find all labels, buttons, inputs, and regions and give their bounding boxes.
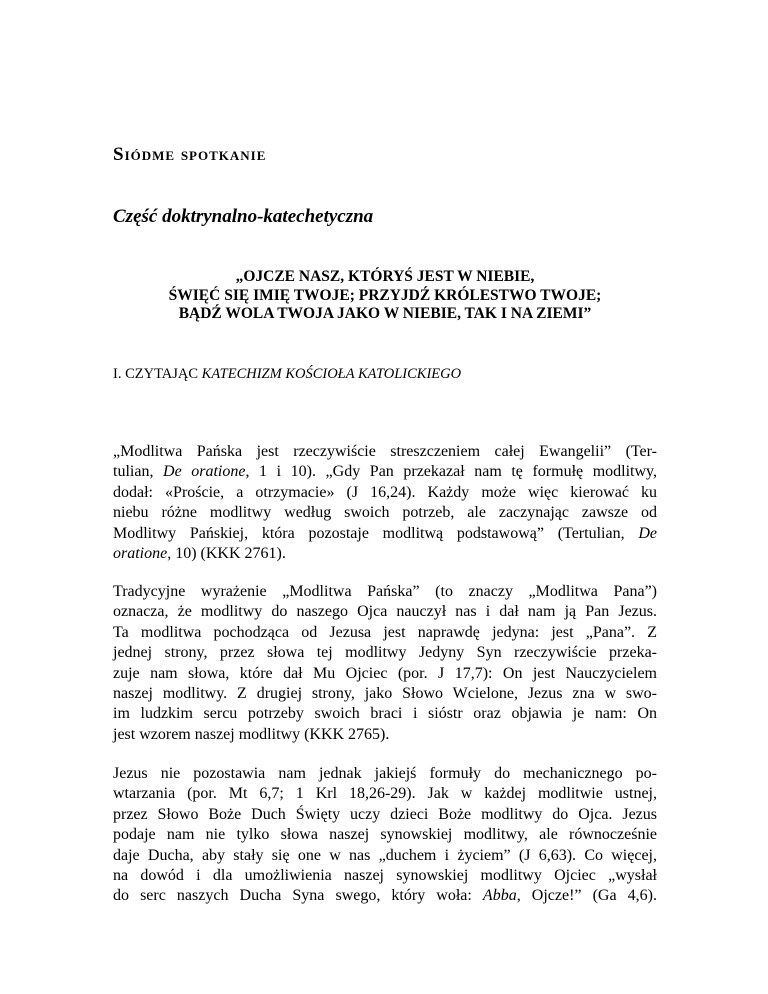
paragraph-line: tulian, De oratione, 1 i 10). „Gdy Pan przekazał nam tę formułę modlitwy, [113,463,657,481]
paragraph-line: niebu różne modlitwy według swoich potrzeb, ale zaczynając zawsze od [113,504,657,522]
paragraph-line: jednej strony, przez słowa tej modlitwy Jedyny Syn rzeczywiście przeka- [113,644,657,662]
paragraph-line: dodał: «Proście, a otrzymacie» (J 16,24). Każdy może więc kierować ku [113,483,657,501]
paragraph-line: „Modlitwa Pańska jest rzeczywiście streszczeniem całej Ewangelii” (Ter- [113,443,657,460]
citation-italic: Abba [482,887,517,905]
paragraph-line: daje Ducha, aby stały się one w nas „duchem i życiem” (J 6,63). Co więcej, [113,846,657,864]
section-prefix: I. CZYTAJĄC [113,366,202,382]
paragraph-line: Modlitwy Pańskiej, która pozostaje modlitwą podstawową” (Tertulian, De [113,524,657,542]
paragraph-2 [113,582,657,745]
paragraph-line: naszej modlitwy. Z drugiej strony, jako Słowo Wcielone, Jezus zna w swo- [113,684,657,702]
paragraph-line: przez Słowo Boże Duch Święty uczy dzieci Boże modlitwy do Ojca. Jezus [113,805,657,823]
paragraph-line: do serc naszych Ducha Syna swego, który woła: Abba, Ojcze!” (Ga 4,6). [113,887,658,905]
paragraph-3 [113,764,657,907]
paragraph-line: Ta modlitwa pochodząca od Jezusa jest naprawdę jedyna: jest „Pana”. Z [113,623,657,641]
paragraph-line: jest wzorem naszej modlitwy (KKK 2765). [113,725,390,743]
prayer-heading [113,268,657,324]
paragraph-line: Jezus nie pozostawia nam jednak jakiejś formuły do mechanicznego po- [113,765,657,782]
citation-italic: oratione [113,544,168,562]
prayer-heading-line: ŚWIĘĆ SIĘ IMIĘ TWOJE; PRZYJDŹ KRÓLESTWO TWOJE; [168,286,602,304]
paragraph-line: Tradycyjne wyrażenie „Modlitwa Pańska” (to znaczy „Modlitwa Pana”) [113,583,657,600]
paragraph-line: wtarzania (por. Mt 6,7; 1 Krl 18,26-29). Jak w każdej modlitwie ustnej, [113,785,657,803]
section-subtitle: Część doktrynalno-katechetyczna [113,206,374,227]
section-heading [113,366,461,383]
citation-italic: De oratione [163,463,246,481]
chapter-title: Siódme spotkanie [113,144,267,165]
section-title-italic: KATECHIZM KOŚCIOŁA KATOLICKIEGO [201,366,462,382]
paragraph-line: im ludzkim sercu potrzeby swoich braci i sióstr oraz objawia je nam: On [113,705,657,723]
paragraph-1 [113,442,657,564]
paragraph-line: podaje nam nie tylko słowa naszej synowskiej modlitwy, ale równocześnie [113,826,657,844]
prayer-heading-line: BĄDŹ WOLA TWOJA JAKO W NIEBIE, TAK I NA ZIEMI” [178,305,592,322]
paragraph-line: oratione, 10) (KKK 2761). [113,544,286,562]
citation-italic: De [638,524,657,542]
paragraph-line: zuje nam słowa, które dał Mu Ojciec (por. J 17,7): On jest Nauczycielem [113,664,657,682]
prayer-heading-line: „OJCZE NASZ, KTÓRYŚ JEST W NIEBIE, [235,268,535,285]
paragraph-line: oznacza, że modlitwy do naszego Ojca nauczył nas i dał nam ją Pan Jezus. [113,603,657,621]
paragraph-line: na dowód i dla umożliwienia naszej synowskiej modlitwy Ojciec „wysłał [113,866,657,884]
